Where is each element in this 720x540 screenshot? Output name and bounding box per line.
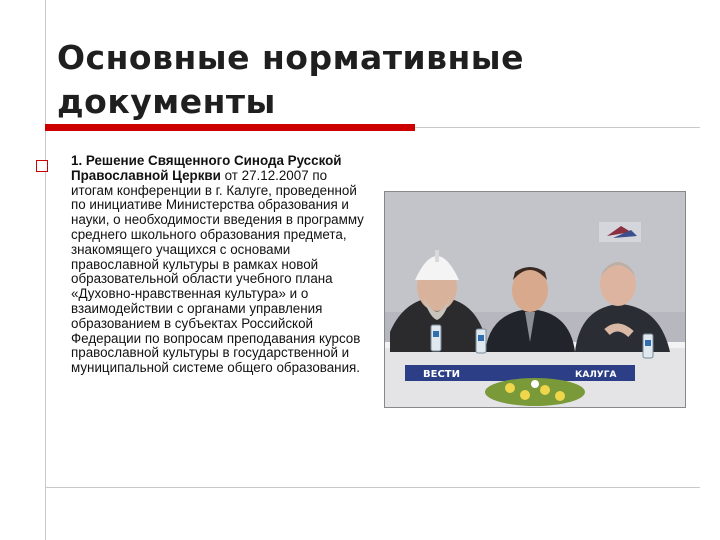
item-body-text: от 27.12.2007 по итогам конференции в г. Калуге, проведенной по инициативе Министерства образования и науки, о необходимости введения в программу среднего школьного образования предмета, знакомящего учащихся с основами православной культуры в рамках новой образовательной области учебного плана «Духовно-нравственная культура» и о взаимодействии с органами управления образованием в субъектах Российской Федерации по вопросам преподавания курсов православной культуры в государственной и муниципальной системе общего образования. <box>71 167 364 376</box>
conference-photo <box>384 191 686 408</box>
item-bold-text: Решение Священного Синода Русской Православной Церкви <box>71 153 342 183</box>
item-number: 1. <box>71 153 86 168</box>
bottom-rule <box>45 487 700 488</box>
conference-photo-drawing <box>385 192 685 407</box>
slide-title: Основные нормативные документы <box>57 38 524 121</box>
bullet-square-icon <box>36 160 48 172</box>
flower-arrangement <box>485 378 585 406</box>
left-vertical-rule <box>45 0 46 540</box>
banner-sub-text: КАЛУГА <box>575 370 617 380</box>
banner-text: ВЕСТИ <box>423 369 460 380</box>
title-accent-bar <box>45 124 415 131</box>
tv-channel-logo-icon <box>599 222 641 242</box>
news-banner <box>405 365 635 381</box>
bullet-text <box>71 154 371 376</box>
